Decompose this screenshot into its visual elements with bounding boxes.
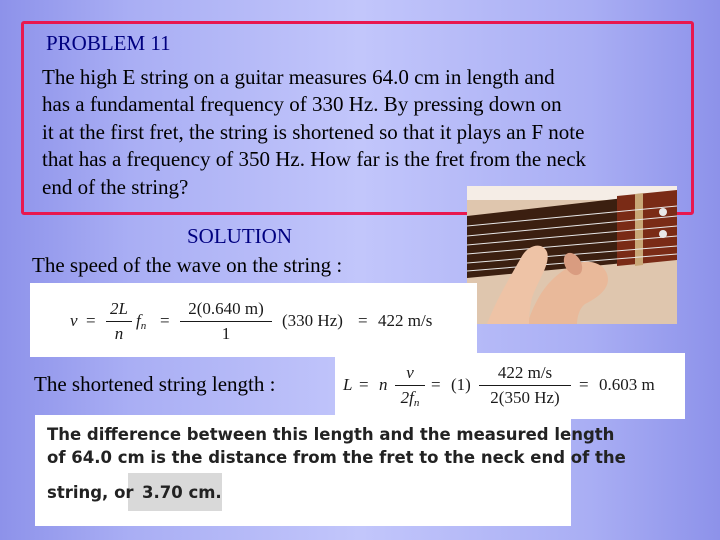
eq2-equals-3: =	[579, 375, 589, 394]
speed-label: The speed of the wave on the string :	[32, 253, 343, 277]
eq1-frequency: (330 Hz)	[282, 311, 343, 330]
eq2-subscript: n	[413, 397, 420, 409]
eq2-result: 0.603 m	[599, 375, 655, 394]
eq1-result: 422 m/s	[378, 311, 433, 330]
eq2-equals-2: =	[431, 375, 441, 394]
eq2-frac2-den: 2(350 Hz)	[490, 388, 560, 407]
eq1-frac1-num: 2L	[110, 299, 128, 318]
answer-value: 3.70 cm.	[142, 483, 222, 502]
eq2-one: (1)	[451, 375, 471, 394]
answer-line-1: The difference between this length and the measured length	[47, 425, 615, 444]
shortened-label: The shortened string length :	[34, 372, 276, 396]
eq1-frac-values	[180, 299, 272, 344]
problem-line: has a fundamental frequency of 330 Hz. By pressing down on	[42, 92, 562, 117]
eq2-equals: =	[359, 375, 369, 394]
eq2-frac-v-2f	[395, 363, 425, 409]
eq1-lhs: v	[70, 311, 78, 330]
eq1-f	[136, 311, 146, 332]
string-length-equation	[335, 353, 685, 419]
eq1-frac-2l-n	[106, 299, 132, 344]
answer-box	[35, 415, 626, 526]
eq1-equals-3: =	[358, 311, 368, 330]
eq2-n: n	[379, 375, 388, 394]
eq2-frac1-den	[395, 388, 425, 409]
answer-line-3-prefix: string, or	[47, 483, 134, 502]
answer-line-2: of 64.0 cm is the distance from the fret to the neck end of the	[47, 448, 626, 467]
problem-line: that has a frequency of 350 Hz. How far is the fret from the neck	[42, 147, 587, 172]
eq2-frac1-num: v	[406, 363, 414, 382]
problem-statement	[42, 64, 682, 201]
eq1-frac2-num: 2(0.640 m)	[188, 299, 264, 318]
eq1-f-symbol: f	[136, 311, 141, 330]
problem-line: it at the first fret, the string is shortened so that it plays an F note	[42, 119, 585, 144]
eq1-equals: =	[86, 311, 96, 330]
eq1-frac2-den: 1	[221, 324, 231, 343]
guitar-neck-photo	[467, 186, 677, 324]
problem-line: The high E string on a guitar measures 64.0 cm in length and	[42, 65, 555, 89]
eq2-frac2-num: 422 m/s	[497, 363, 553, 382]
wave-speed-equation	[30, 283, 477, 357]
eq2-frac1-den-text: 2f	[400, 388, 414, 407]
eq1-equals-2: =	[160, 311, 170, 330]
eq2-lhs: L	[343, 375, 353, 394]
problem-line: end of the string?	[42, 174, 189, 199]
problem-title: PROBLEM 11	[46, 31, 171, 55]
solution-title: SOLUTION	[187, 224, 292, 248]
eq1-subscript: n	[140, 320, 147, 332]
eq2-frac-values	[479, 363, 571, 408]
eq1-frac1-den: n	[114, 324, 124, 343]
